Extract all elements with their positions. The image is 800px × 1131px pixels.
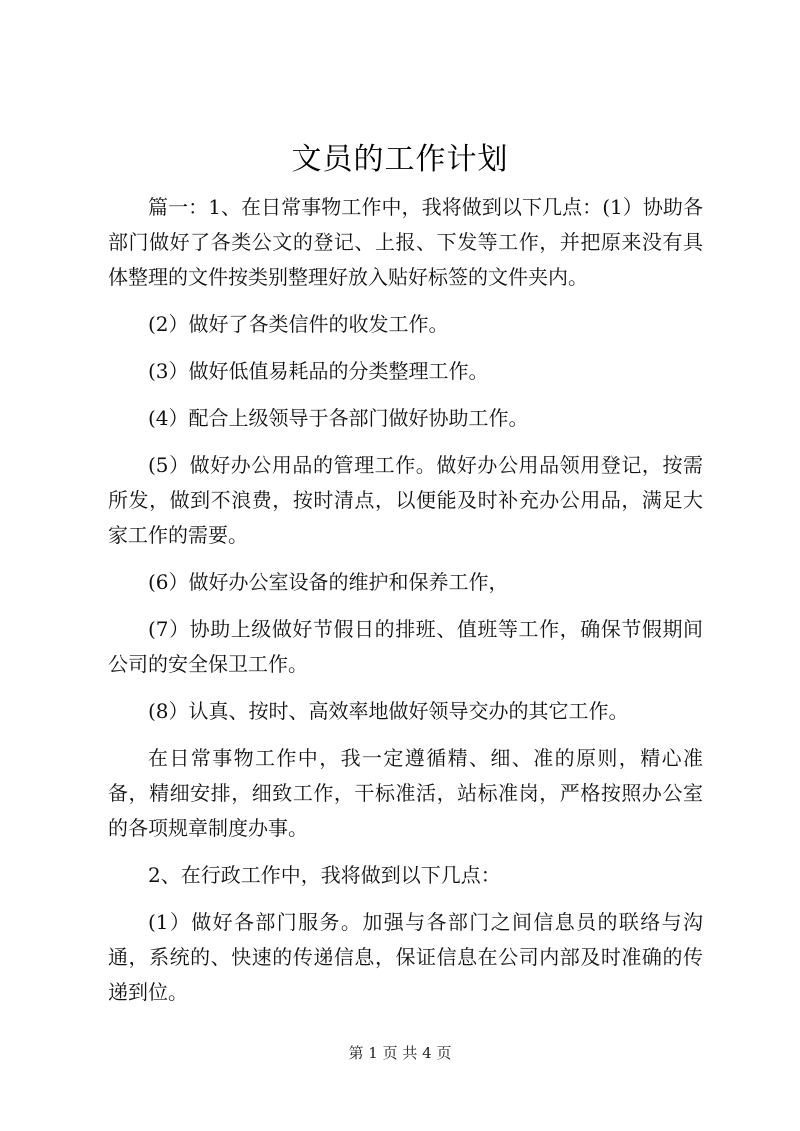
paragraph: 2、在行政工作中，我将做到以下几点： [148,863,501,887]
document-title: 文员的工作计划 [291,142,509,177]
paragraph: 篇一：1、在日常事物工作中，我将做到以下几点：(1）协助各部门做好了各类公文的登记、上报、下发等工作，并把原来没有具体整理的文件按类别整理好放入贴好标签的文件夹内。 [108,195,703,289]
paragraph: (4）配合上级领导于各部门做好协助工作。 [148,406,529,430]
page-number-footer: 第 1 页 共 4 页 [348,1044,452,1062]
paragraph: (6）做好办公室设备的维护和保养工作， [148,570,509,594]
paragraph: (5）做好办公用品的管理工作。做好办公用品领用登记，按需所发，做到不浪费，按时清点，以便能及时补充办公用品，满足大家工作的需要。 [108,453,703,547]
paragraph: (3）做好低值易耗品的分类整理工作。 [148,359,489,383]
paragraph: (8）认真、按时、高效率地做好领导交办的其它工作。 [148,699,629,723]
paragraph: 在日常事物工作中，我一定遵循精、细、准的原则，精心准备，精细安排，细致工作，干标准活，站标准岗，严格按照办公室的各项规章制度办事。 [108,746,703,840]
paragraph: (7）协助上级做好节假日的排班、值班等工作，确保节假期间公司的安全保卫工作。 [108,617,703,676]
paragraph: (2）做好了各类信件的收发工作。 [148,312,449,336]
paragraph: (1）做好各部门服务。加强与各部门之间信息员的联络与沟通，系统的、快速的传递信息，保证信息在公司内部及时准确的传递到位。 [108,910,703,1004]
document-body [108,190,703,1022]
